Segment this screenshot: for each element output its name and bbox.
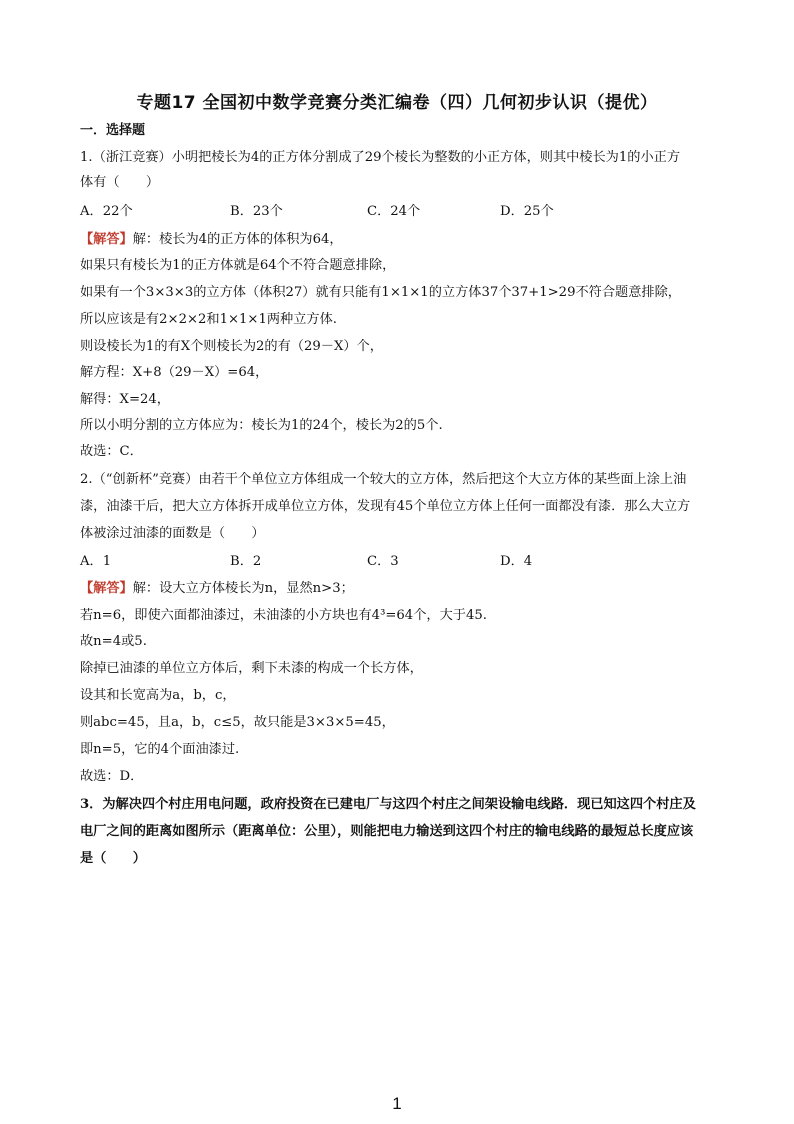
q1-answer-line-1 xyxy=(80,231,343,249)
q2-option-b: B．2 xyxy=(230,554,262,569)
q2-answer-tag: 【解答】 xyxy=(80,581,133,596)
q2-text-line-1: 2.（“创新杯”竞赛）由若干个单位立方体组成一个较大的立方体，然后把这个大立方体的某些面上涂上油 xyxy=(80,472,687,487)
q2-answer-line-6: 则abc=45，且a，b，c≤5，故只能是3×3×5=45， xyxy=(80,715,395,730)
page-title: 专题17 全国初中数学竞赛分类汇编卷（四）几何初步认识（提优） xyxy=(136,93,658,113)
q2-text-line-3: 体被涂过油漆的面数是（ ） xyxy=(80,526,265,541)
q2-option-c: C．3 xyxy=(367,554,399,569)
q2-answer-line-2: 若n=6，即使六面都油漆过，未油漆的小方块也有4³=64个，大于45. xyxy=(80,608,487,623)
q1-option-a: A．22个 xyxy=(80,204,133,219)
q2-answer-line-8: 故选：D． xyxy=(80,769,144,784)
q3-text-line-3: 是（ ） xyxy=(80,851,146,866)
q2-answer-line-7: 即n=5，它的4个面油漆过. xyxy=(80,742,240,757)
q2-text-line-2: 漆，油漆干后，把大立方体拆开成单位立方体，发现有45个单位立方体上任何一面都没有漆．那么大立方 xyxy=(80,499,691,514)
section-heading: 一．选择题 xyxy=(80,123,146,138)
q1-text-line-1: 1.（浙江竞赛）小明把棱长为4的正方体分割成了29个棱长为整数的小正方体，则其中棱长为1的小正方 xyxy=(80,150,681,165)
q2-answer-line-3: 故n=4或5. xyxy=(80,634,147,649)
q1-answer-line-4: 所以应该是有2×2×2和1×1×1两种立方体. xyxy=(80,312,337,327)
q2-option-d: D．4 xyxy=(500,554,533,569)
q1-answer-line-9: 故选：C． xyxy=(80,444,143,459)
q1-answer-line-5: 则设棱长为1的有X个则棱长为2的有（29－X）个， xyxy=(80,339,383,354)
q1-answer-tag: 【解答】 xyxy=(80,232,133,247)
q1-answer-line-6: 解方程：X+8（29－X）=64， xyxy=(80,365,269,380)
q1-option-d: D．25个 xyxy=(500,204,554,219)
q2-answer-line-1 xyxy=(80,580,354,598)
q1-text-line-2: 体有（ ） xyxy=(80,175,160,190)
q1-option-b: B．23个 xyxy=(230,204,283,219)
q1-answer-line-8: 所以小明分割的立方体应为：棱长为1的24个，棱长为2的5个. xyxy=(80,418,443,433)
q2-answer-line-4: 除掉已油漆的单位立方体后，剩下未漆的构成一个长方体， xyxy=(80,661,423,676)
q1-answer-line-3: 如果有一个3×3×3的立方体（体积27）就有只能有1×1×1的立方体37个37+1>29不符合题意排除， xyxy=(80,285,681,300)
q1-answer-line-7: 解得：X=24， xyxy=(80,392,170,407)
q3-text-line-1: 3．为解决四个村庄用电问题，政府投资在已建电厂与这四个村庄之间架设输电线路．现已知这四个村庄及 xyxy=(80,797,696,812)
q1-answer-line-2: 如果只有棱长为1的正方体就是64个不符合题意排除， xyxy=(80,258,396,273)
q1-answer-text: 解：棱长为4的正方体的体积为64， xyxy=(132,232,343,247)
q2-answer-text: 解：设大立方体棱长为n，显然n>3； xyxy=(132,581,354,596)
page-number: 1 xyxy=(392,1094,402,1113)
q3-text-line-2: 电厂之间的距离如图所示（距离单位：公里），则能把电力输送到这四个村庄的输电线路的最短总长度应该 xyxy=(80,824,694,839)
q1-option-c: C．24个 xyxy=(367,204,421,219)
q2-option-a: A．1 xyxy=(80,554,112,569)
q2-answer-line-5: 设其和长宽高为a，b，c， xyxy=(80,688,236,703)
